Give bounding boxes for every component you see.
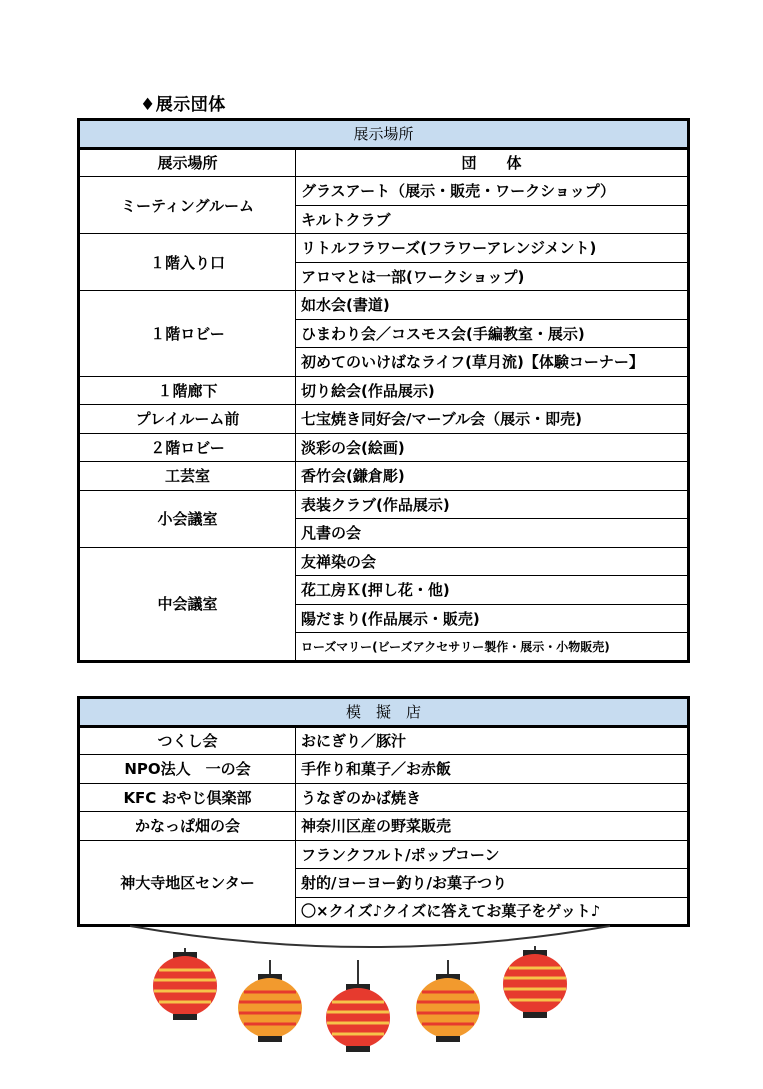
stalls-band-title: 模 擬 店 — [79, 698, 689, 727]
group-cell: キルトクラブ — [296, 205, 689, 234]
place-cell: １階入り口 — [79, 234, 296, 291]
exhibit-band-title: 展示場所 — [79, 120, 689, 149]
lantern-red-icon — [326, 960, 390, 1052]
stall-item-cell: 神奈川区産の野菜販売 — [296, 812, 689, 841]
col-header-place: 展示場所 — [79, 148, 296, 177]
place-cell: 工芸室 — [79, 462, 296, 491]
stall-item-cell: 手作り和菓子／お赤飯 — [296, 755, 689, 784]
exhibit-table — [77, 118, 690, 663]
stall-item-cell: うなぎのかば焼き — [296, 783, 689, 812]
place-cell: １階ロビー — [79, 291, 296, 377]
stall-group-cell: つくし会 — [79, 726, 296, 755]
group-cell: 凡書の会 — [296, 519, 689, 548]
group-cell: リトルフラワーズ(フラワーアレンジメント) — [296, 234, 689, 263]
group-cell: 初めてのいけばなライフ(草月流)【体験コーナー】 — [296, 348, 689, 377]
lantern-orange-icon — [416, 960, 480, 1042]
exhibit-table-body — [79, 120, 689, 662]
group-cell: グラスアート（展示・販売・ワークショップ） — [296, 177, 689, 206]
lantern-garland-illustration — [130, 918, 610, 1068]
group-cell: 友禅染の会 — [296, 547, 689, 576]
stalls-table-body — [79, 698, 689, 926]
place-cell: ミーティングルーム — [79, 177, 296, 234]
stall-group-cell: 神大寺地区センター — [79, 840, 296, 926]
stall-item-cell: おにぎり／豚汁 — [296, 726, 689, 755]
stall-group-cell: かなっぱ畑の会 — [79, 812, 296, 841]
group-cell: 花工房Ｋ(押し花・他) — [296, 576, 689, 605]
group-cell: 表装クラブ(作品展示) — [296, 490, 689, 519]
col-header-group: 団 体 — [296, 148, 689, 177]
place-cell: ２階ロビー — [79, 433, 296, 462]
group-cell: 淡彩の会(絵画) — [296, 433, 689, 462]
group-cell: 七宝焼き同好会/マーブル会（展示・即売) — [296, 405, 689, 434]
stall-group-cell: KFC おやじ倶楽部 — [79, 783, 296, 812]
lantern-red-icon — [153, 948, 217, 1020]
group-cell: 陽だまり(作品展示・販売) — [296, 604, 689, 633]
group-cell: 切り絵会(作品展示) — [296, 376, 689, 405]
stall-item-cell: フランクフルト/ポップコーン — [296, 840, 689, 869]
place-cell: 中会議室 — [79, 547, 296, 661]
lantern-red-icon — [503, 946, 567, 1018]
stall-group-cell: NPO法人 一の会 — [79, 755, 296, 784]
group-cell: ローズマリー(ビーズアクセサリー製作・展示・小物販売) — [296, 633, 689, 662]
place-cell: １階廊下 — [79, 376, 296, 405]
stall-item-cell: 射的/ヨーヨー釣り/お菓子つり — [296, 869, 689, 898]
stall-item-cell: 〇×クイズ♪クイズに答えてお菓子をゲット♪ — [296, 897, 689, 926]
group-cell: アロマとは一部(ワークショップ) — [296, 262, 689, 291]
group-cell: 如水会(書道) — [296, 291, 689, 320]
stalls-table — [77, 696, 690, 927]
place-cell: 小会議室 — [79, 490, 296, 547]
section-heading: ♦展示団体 — [140, 95, 226, 115]
group-cell: 香竹会(鎌倉彫) — [296, 462, 689, 491]
lantern-orange-icon — [238, 960, 302, 1042]
group-cell: ひまわり会／コスモス会(手編教室・展示) — [296, 319, 689, 348]
place-cell: プレイルーム前 — [79, 405, 296, 434]
